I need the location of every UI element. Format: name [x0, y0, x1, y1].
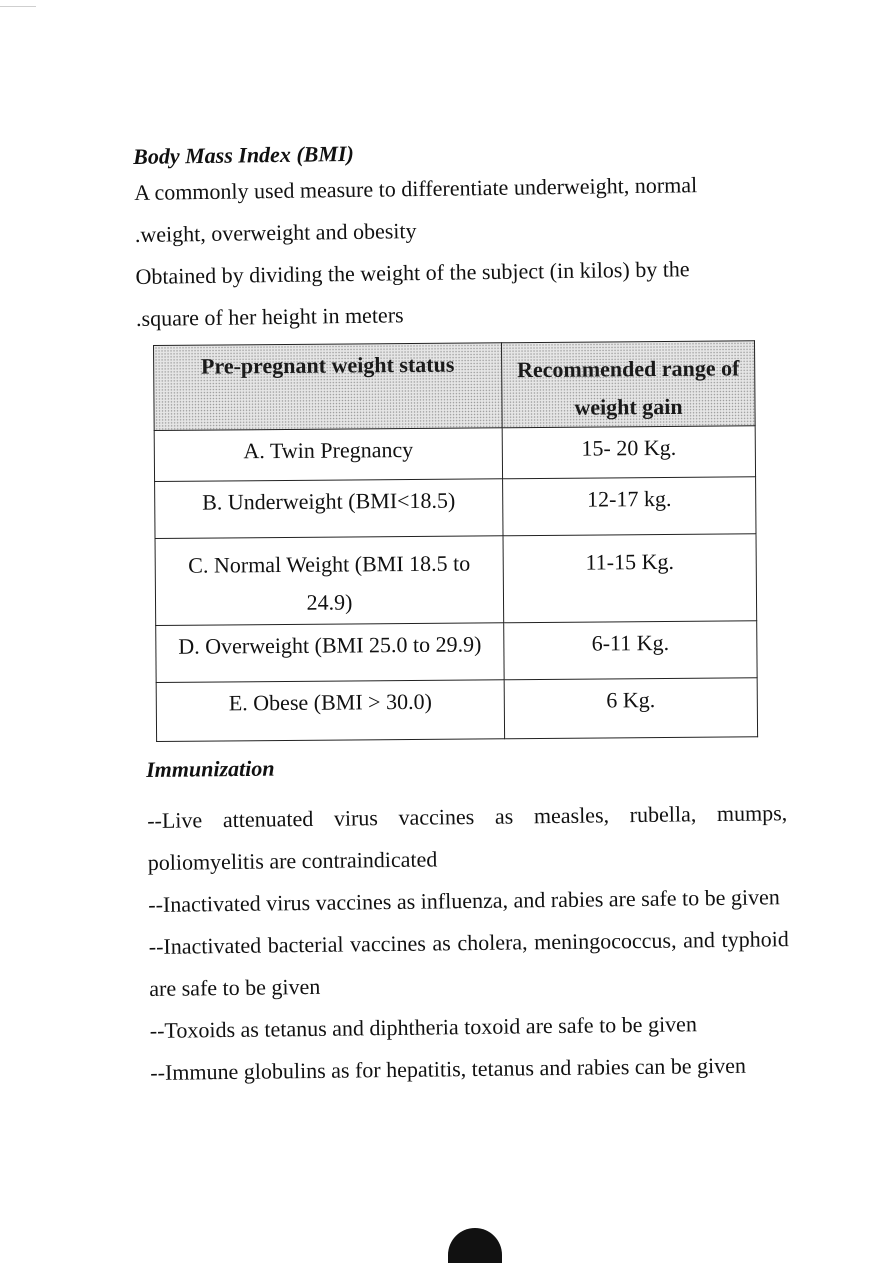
header-status: Pre-pregnant weight status [154, 343, 503, 431]
table-row [156, 621, 757, 683]
table-header-row [154, 341, 756, 431]
range-cell: 15- 20 Kg. [502, 426, 755, 479]
immunization-list [147, 792, 791, 1094]
immunization-item: --Inactivated bacterial vaccines as cholera, meningococcus, and typhoid are safe to be given [148, 926, 789, 1001]
header-range-line-2: weight gain [574, 393, 683, 420]
bmi-line-2: .weight, overweight and obesity [134, 218, 417, 247]
status-cell: E. Obese (BMI > 30.0) [156, 680, 504, 742]
immunization-item: --Toxoids as tetanus and diphtheria toxoid are safe to be given [149, 1011, 698, 1043]
header-range-line-1: Recommended range of [516, 355, 740, 383]
bmi-description [134, 163, 776, 340]
range-cell: 6 Kg. [504, 678, 757, 739]
bmi-line-4: .square of her height in meters [135, 302, 404, 331]
table-row [154, 426, 755, 482]
page-edge-mark [0, 6, 36, 7]
weight-gain-table-wrapper [153, 340, 758, 742]
header-range [502, 341, 756, 428]
immunization-item: --Immune globulins as for hepatitis, tetanus and rabies can be given [150, 1052, 747, 1085]
status-cell: A. Twin Pregnancy [154, 428, 502, 482]
status-cell [155, 536, 504, 626]
table-row [155, 534, 757, 626]
bmi-line-1: A commonly used measure to differentiate underweight, normal [134, 172, 698, 205]
immunization-item: --Live attenuated virus vaccines as measles, rubella, mumps, poliomyelitis are contraindicated [147, 800, 788, 875]
range-cell: 6-11 Kg. [504, 621, 757, 680]
table-row [156, 678, 757, 742]
status-cell: D. Overweight (BMI 25.0 to 29.9) [156, 623, 504, 683]
immunization-item: --Inactivated virus vaccines as influenza, and rabies are safe to be given [148, 884, 780, 917]
range-cell: 12-17 kg. [503, 477, 756, 536]
range-cell: 11-15 Kg. [503, 534, 757, 623]
bmi-section-title: Body Mass Index (BMI) [133, 140, 354, 169]
bmi-line-3: Obtained by dividing the weight of the subject (in kilos) by the [135, 256, 690, 289]
table-row [155, 477, 756, 539]
status-cell-line-2: 24.9) [306, 589, 353, 615]
status-cell-line-1: C. Normal Weight (BMI 18.5 to [188, 550, 471, 578]
page-number-badge [448, 1228, 502, 1263]
weight-gain-table [153, 340, 758, 742]
status-cell: B. Underweight (BMI<18.5) [155, 479, 503, 539]
immunization-section-title: Immunization [146, 755, 275, 782]
